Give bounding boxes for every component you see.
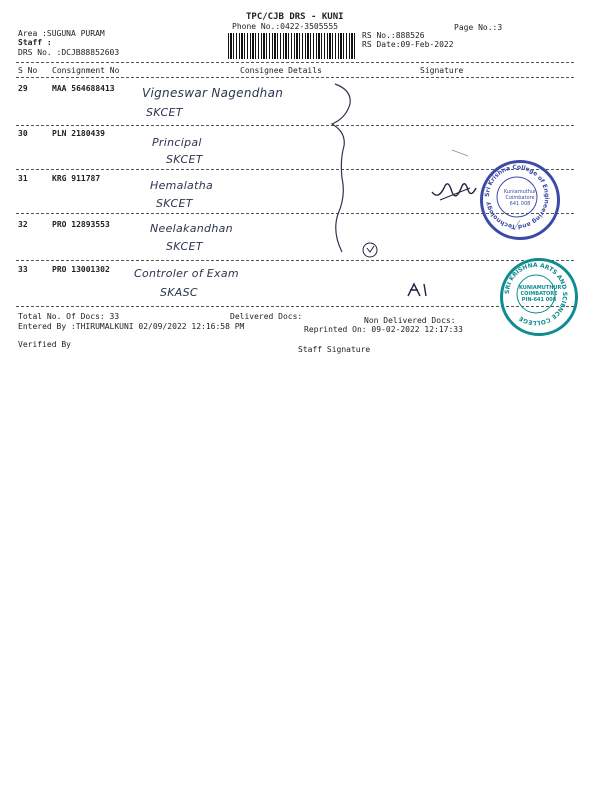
row-sno: 29: [18, 84, 28, 93]
consignee-org: SKCET: [166, 153, 203, 166]
row-sno: 31: [18, 174, 28, 183]
row-consignment: PRO 13001302: [52, 265, 110, 274]
phone-number: Phone No.:0422-3505555: [232, 22, 338, 31]
consignee-name: Controler of Exam: [134, 267, 239, 280]
document-title: TPC/CJB DRS - KUNI: [246, 12, 344, 22]
entered-by: Entered By :THIRUMALKUNI 02/09/2022 12:16:58 PM: [18, 322, 245, 331]
consignee-name: Hemalatha: [150, 179, 214, 192]
row-consignment: KRG 911787: [52, 174, 101, 183]
consignee-name: Vigneswar Nagendhan: [142, 86, 284, 100]
stamp2-inner: KUNIAMUTHUR COIMBATORE PIN-641 008: [519, 285, 562, 303]
delivered-docs: Delivered Docs:: [230, 312, 303, 321]
stamp2-ring-text: SRI KRISHNA ARTS AND SCIENCE COLLEGE: [503, 261, 569, 327]
drs-number: DRS No. :DCJB88852603: [18, 48, 120, 57]
college-stamp-skcet: [480, 160, 560, 240]
rs-date: RS Date:09-Feb-2022: [362, 40, 454, 49]
verified-by: Verified By: [18, 340, 71, 349]
col-signature: Signature: [420, 66, 464, 75]
staff-signature: Staff Signature: [298, 345, 371, 354]
row-sno: 33: [18, 265, 28, 274]
total-docs: Total No. Of Docs: 33: [18, 312, 120, 321]
row-sno: 32: [18, 220, 28, 229]
col-consignee: Consignee Details: [240, 66, 322, 75]
rs-number: RS No.:888526: [362, 31, 425, 40]
consignee-name: Neelakandhan: [150, 222, 233, 235]
col-sno: S No: [18, 66, 38, 75]
consignee-name: Principal: [152, 136, 202, 149]
consignee-org: SKCET: [146, 106, 183, 119]
page-number: Page No.:3: [454, 23, 503, 32]
col-consignment: Consignment No: [52, 66, 120, 75]
staff-label: Staff :: [18, 38, 52, 47]
row-consignment: PLN 2180439: [52, 129, 105, 138]
non-delivered-docs: Non Delivered Docs:: [364, 316, 456, 325]
consignee-org: SKCET: [156, 197, 193, 210]
stamp1-inner: Kuniamuthur Coimbatore 641 008: [503, 189, 537, 207]
stamp1-ring-text: Sri Krishna College of Engineering and Technology: [483, 163, 551, 231]
area-label: Area :SUGUNA PURAM: [18, 29, 105, 38]
row-sno: 30: [18, 129, 28, 138]
college-stamp-skasc: [500, 258, 578, 336]
consignee-org: SKASC: [160, 286, 198, 299]
row-consignment: PRO 12893553: [52, 220, 110, 229]
row-consignment: MAA 564688413: [52, 84, 115, 93]
reprinted-on: Reprinted On: 09-02-2022 12:17:33: [304, 325, 463, 334]
consignee-org: SKCET: [166, 240, 203, 253]
